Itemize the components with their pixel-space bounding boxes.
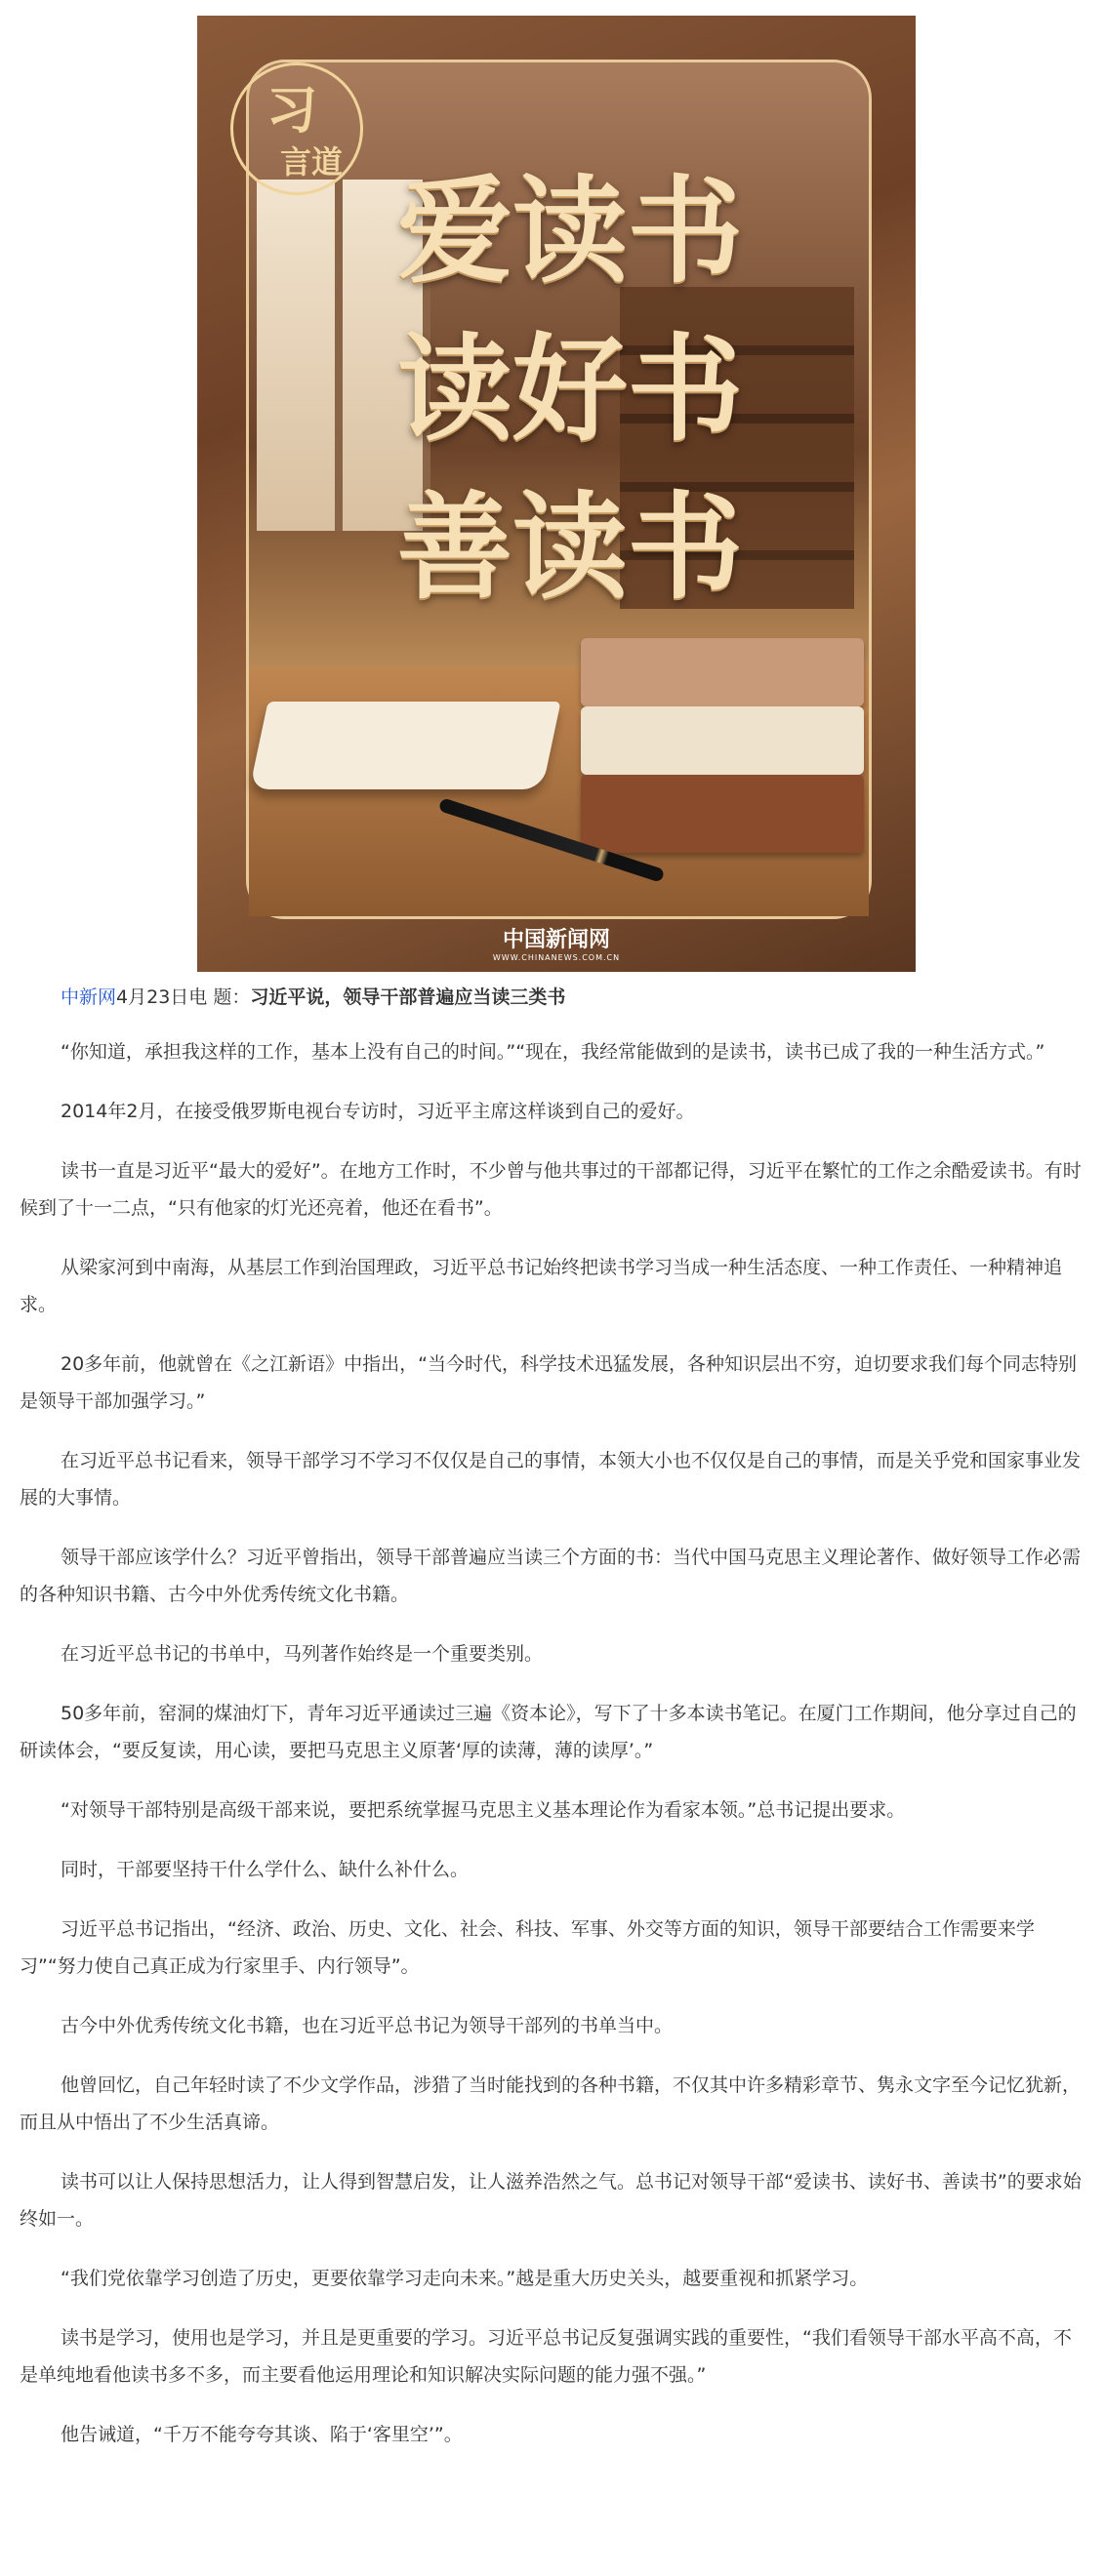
article-paragraph: 同时，干部要坚持干什么学什么、缺什么补什么。: [61, 1859, 470, 1880]
article-paragraph: “我们党依靠学习创造了历史，更要依靠学习走向未来。”越是重大历史关头，越要重视和抓紧学习。: [61, 2268, 869, 2289]
article-paragraph: 50多年前，窑洞的煤油灯下，青年习近平通读过三遍《资本论》，写下了十多本读书笔记。在厦门工作期间，他分享过自己的研读体会，“要反复读，用心读，要把马克思主义原著‘厚的读薄，薄的读厚’。”: [20, 1703, 1077, 1761]
logo-char-xi: 习: [266, 81, 318, 141]
xi-yan-dao-logo: [230, 62, 363, 195]
dateline: [61, 979, 1089, 1016]
article-body: [20, 979, 1089, 2475]
open-book-illustration: [249, 702, 560, 789]
stacked-book: [581, 706, 864, 775]
article-paragraph: 古今中外优秀传统文化书籍，也在习近平总书记为领导干部列的书单当中。: [61, 2015, 674, 2036]
article-paragraph: “对领导干部特别是高级干部来说，要把系统掌握马克思主义基本理论作为看家本领。”总书记提出要求。: [61, 1799, 906, 1821]
article-paragraph: 领导干部应该学什么？习近平曾指出，领导干部普遍应当读三个方面的书：当代中国马克思主义理论著作、做好领导工作必需的各种知识书籍、古今中外优秀传统文化书籍。: [20, 1547, 1082, 1605]
poster-title-line: 善读书: [397, 479, 744, 615]
dateline-date: 4月23日电: [116, 986, 208, 1008]
article-paragraph: 读书一直是习近平“最大的爱好”。在地方工作时，不少曾与他共事过的干部都记得，习近平在繁忙的工作之余酷爱读书。有时候到了十一二点，“只有他家的灯光还亮着，他还在看书”。: [20, 1160, 1082, 1219]
poster-title: [397, 152, 744, 626]
article-headline: 习近平说，领导干部普遍应当读三类书: [250, 986, 566, 1008]
article-paragraph: 习近平总书记指出，“经济、政治、历史、文化、社会、科技、军事、外交等方面的知识，领导干部要结合工作需要来学习”“努力使自己真正成为行家里手、内行领导”。: [20, 1918, 1035, 1977]
article-paragraph: 读书可以让人保持思想活力，让人得到智慧启发，让人滋养浩然之气。总书记对领导干部“爱读书、读好书、善读书”的要求始终如一。: [20, 2171, 1082, 2230]
stacked-book: [581, 775, 864, 853]
article-paragraph: 他曾回忆，自己年轻时读了不少文学作品，涉猎了当时能找到的各种书籍，不仅其中许多精彩章节、隽永文字至今记忆犹新，而且从中悟出了不少生活真谛。: [20, 2074, 1082, 2133]
watermark-text: 中国新闻网: [502, 927, 610, 952]
article-paragraph: 在习近平总书记的书单中，马列著作始终是一个重要类别。: [61, 1643, 544, 1665]
poster-title-line: 爱读书: [397, 163, 744, 299]
article-paragraph: 他告诫道，“千万不能夸夸其谈、陷于‘客里空’”。: [61, 2424, 463, 2445]
source-link[interactable]: 中新网: [61, 986, 117, 1008]
watermark-url: WWW.CHINANEWS.COM.CN: [492, 953, 621, 962]
headline-label: 题：: [213, 986, 251, 1008]
article-paragraph: 读书是学习，使用也是学习，并且是更重要的学习。习近平总书记反复强调实践的重要性，“我们看领导干部水平高不高，不是单纯地看他读书多不多，而主要看他运用理论和知识解决实际问题的能力强不强。”: [20, 2327, 1072, 2386]
article-paragraph: 从梁家河到中南海，从基层工作到治国理政，习近平总书记始终把读书学习当成一种生活态度、一种工作责任、一种精神追求。: [20, 1257, 1063, 1315]
logo-char-yandao: 言道: [280, 143, 344, 181]
header-poster-image: [197, 16, 916, 972]
article-paragraph: 2014年2月，在接受俄罗斯电视台专访时，习近平主席这样谈到自己的爱好。: [61, 1101, 695, 1122]
article-paragraph: 在习近平总书记看来，领导干部学习不学习不仅仅是自己的事情，本领大小也不仅仅是自己的事情，而是关乎党和国家事业发展的大事情。: [20, 1450, 1082, 1509]
chinanews-watermark: [197, 923, 916, 962]
article-paragraph: “你知道，承担我这样的工作，基本上没有自己的时间。”“现在，我经常能做到的是读书，读书已成了我的一种生活方式。”: [61, 1041, 1045, 1063]
article-paragraph: 20多年前，他就曾在《之江新语》中指出，“当今时代，科学技术迅猛发展，各种知识层出不穷，迫切要求我们每个同志特别是领导干部加强学习。”: [20, 1353, 1078, 1412]
stacked-book: [581, 638, 864, 706]
poster-title-line: 读好书: [397, 321, 744, 457]
